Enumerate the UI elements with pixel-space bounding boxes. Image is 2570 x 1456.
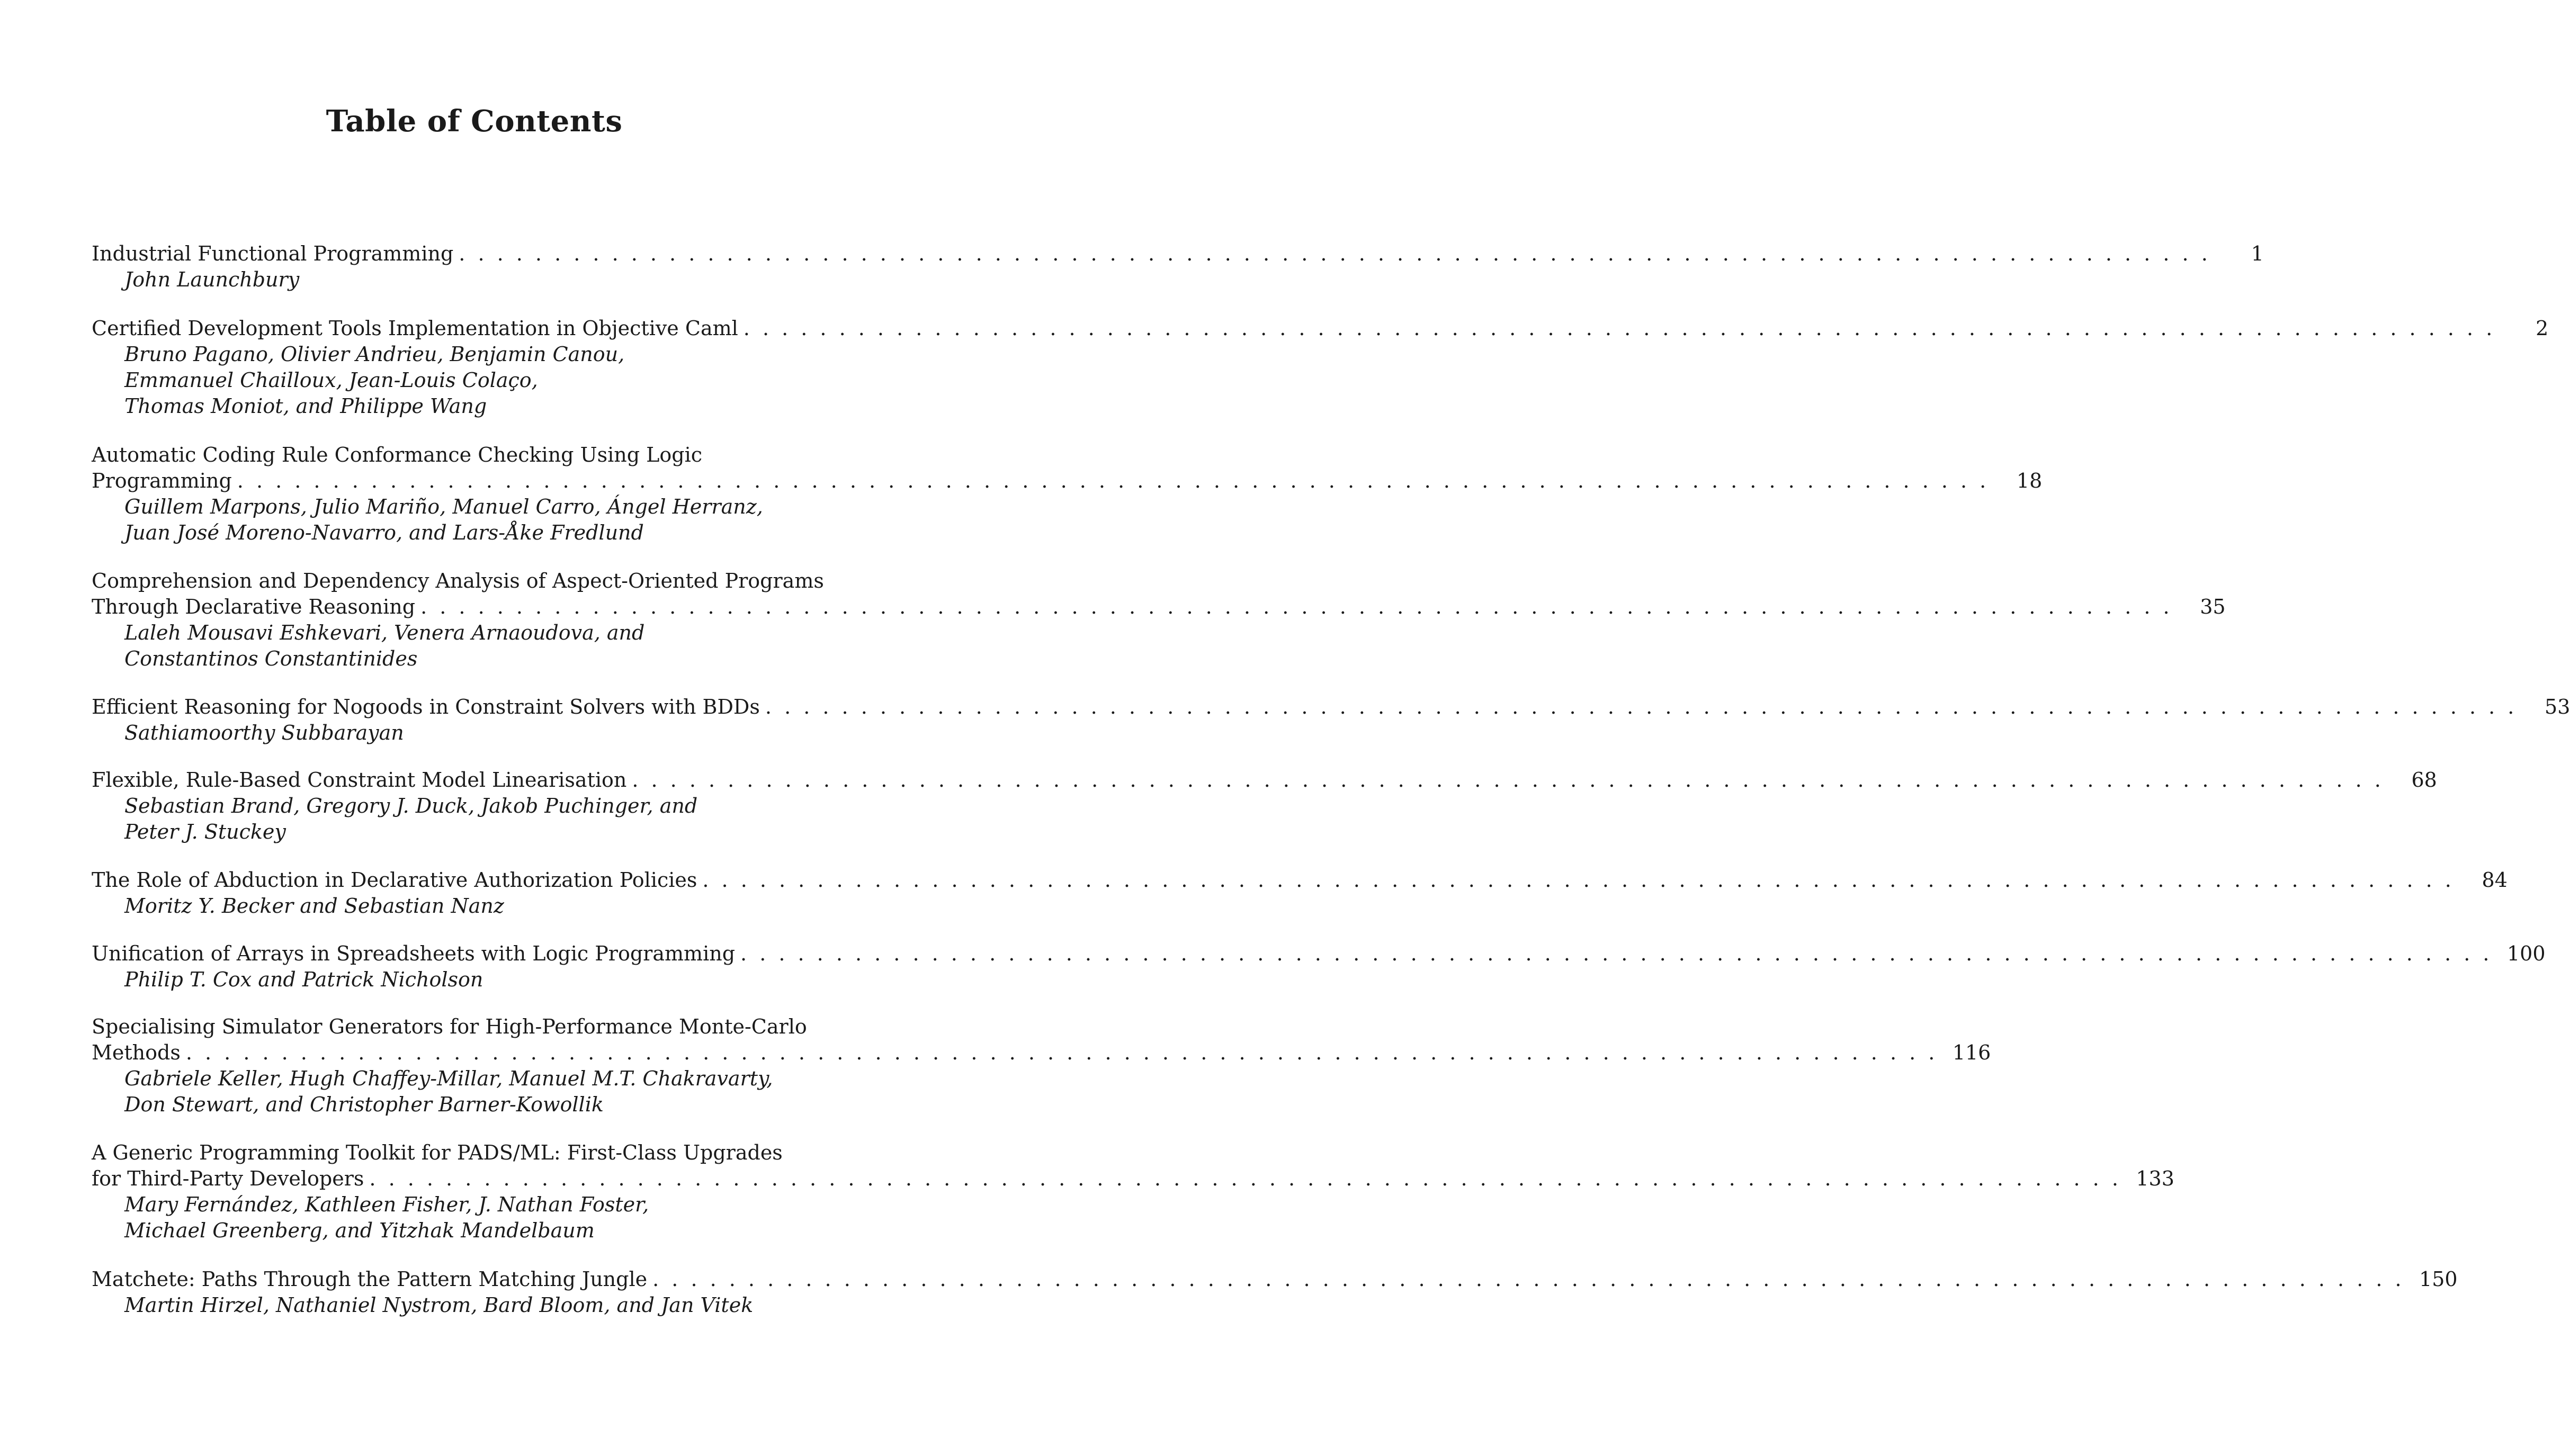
entry-title-line xyxy=(92,1166,2174,1192)
entry-title-line xyxy=(92,941,2546,967)
entry-title: Programming xyxy=(92,469,232,492)
entry-title-line xyxy=(92,1014,854,1040)
entry-title-line xyxy=(92,767,2437,793)
entry-title-line xyxy=(92,1140,854,1166)
entry-page-number: 133 xyxy=(2136,1167,2174,1190)
entry-title: Comprehension and Dependency Analysis of Aspect-Oriented Programs xyxy=(92,569,824,592)
toc-entry[interactable] xyxy=(92,941,2546,993)
dot-leader: . . . . . . . . . . . . . . . . . . . . . . . . . . . . . . . . . . . . . . . . . . . . . . . . . . . . . . . . . . . . . . . . . . . . . . . . . . . . . . . . . . . . . . . . . . . . xyxy=(237,469,1990,492)
entry-title: Industrial Functional Programming xyxy=(92,242,454,265)
entry-title-line xyxy=(92,442,854,468)
author-line: Martin Hirzel, Nathaniel Nystrom, Bard Bloom, and Jan Vitek xyxy=(124,1293,754,1317)
entry-page-number: 68 xyxy=(2411,768,2437,792)
entry-title: Automatic Coding Rule Conformance Checking Using Logic xyxy=(92,443,703,466)
dot-leader: . . . . . . . . . . . . . . . . . . . . . . . . . . . . . . . . . . . . . . . . . . . . . . . . . . . . . . . . . . . . . . . . . . . . . . . . . . . . . . . . . . . . . . . . . . . . xyxy=(652,1268,2405,1291)
entry-title: Specialising Simulator Generators for High-Performance Monte-Carlo xyxy=(92,1015,807,1038)
entry-authors xyxy=(92,267,854,293)
entry-title: Efficient Reasoning for Nogoods in Constraint Solvers with BDDs xyxy=(92,695,760,718)
dot-leader: . . . . . . . . . . . . . . . . . . . . . . . . . . . . . . . . . . . . . . . . . . . . . . . . . . . . . . . . . . . . . . . . . . . . . . . . . . . . . . . . . . . . . . . . . . . . xyxy=(743,317,2496,340)
entry-page-number: 2 xyxy=(2536,317,2549,340)
dot-leader: . . . . . . . . . . . . . . . . . . . . . . . . . . . . . . . . . . . . . . . . . . . . . . . . . . . . . . . . . . . . . . . . . . . . . . . . . . . . . . . . . . . . . . . . . . . . xyxy=(740,942,2493,965)
toc-entry[interactable] xyxy=(92,1266,2458,1318)
entry-page-number: 1 xyxy=(2251,242,2264,265)
entry-authors xyxy=(92,967,854,993)
entry-title: A Generic Programming Toolkit for PADS/ML: First-Class Upgrades xyxy=(92,1141,783,1164)
entry-title-line xyxy=(92,468,2043,494)
entry-page-number: 150 xyxy=(2419,1268,2458,1291)
author-line: Sathiamoorthy Subbarayan xyxy=(124,721,404,744)
entry-authors xyxy=(92,1066,854,1118)
dot-leader: . . . . . . . . . . . . . . . . . . . . . . . . . . . . . . . . . . . . . . . . . . . . . . . . . . . . . . . . . . . . . . . . . . . . . . . . . . . . . . . . . . . . . . . . . . . . xyxy=(632,768,2384,792)
entry-authors xyxy=(92,1192,854,1244)
entry-title-line xyxy=(92,1040,1991,1066)
entry-title-line xyxy=(92,316,2549,341)
author-line: Philip T. Cox and Patrick Nicholson xyxy=(124,968,483,991)
author-line: Peter J. Stuckey xyxy=(124,820,286,843)
author-line: Don Stewart, and Christopher Barner-Kowollik xyxy=(124,1093,604,1116)
toc-entry[interactable] xyxy=(92,316,2549,419)
entry-title-line xyxy=(92,594,2226,620)
entry-page-number: 116 xyxy=(1952,1041,1991,1064)
toc-entry[interactable] xyxy=(92,568,2226,672)
entry-title: Through Declarative Reasoning xyxy=(92,595,416,618)
entry-page-number: 35 xyxy=(2200,595,2226,618)
entry-authors xyxy=(92,341,854,419)
toc-entry[interactable] xyxy=(92,867,2508,919)
author-line: Thomas Moniot, and Philippe Wang xyxy=(124,394,487,418)
dot-leader: . . . . . . . . . . . . . . . . . . . . . . . . . . . . . . . . . . . . . . . . . . . . . . . . . . . . . . . . . . . . . . . . . . . . . . . . . . . . . . . . . . . . . . . . . . . . xyxy=(185,1041,1938,1064)
entry-title: for Third-Party Developers xyxy=(92,1167,364,1190)
entry-page-number: 84 xyxy=(2482,868,2508,892)
toc-entry[interactable] xyxy=(92,1140,2174,1244)
author-line: Sebastian Brand, Gregory J. Duck, Jakob Puchinger, and xyxy=(124,794,698,817)
entry-page-number: 53 xyxy=(2545,695,2570,718)
entry-authors xyxy=(92,720,854,746)
dot-leader: . . . . . . . . . . . . . . . . . . . . . . . . . . . . . . . . . . . . . . . . . . . . . . . . . . . . . . . . . . . . . . . . . . . . . . . . . . . . . . . . . . . . . . . . . . . . xyxy=(369,1167,2121,1190)
author-line: Emmanuel Chailloux, Jean-Louis Colaço, xyxy=(124,369,538,392)
entry-title-line xyxy=(92,867,2508,893)
dot-leader: . . . . . . . . . . . . . . . . . . . . . . . . . . . . . . . . . . . . . . . . . . . . . . . . . . . . . . . . . . . . . . . . . . . . . . . . . . . . . . . . . . . . . . . . . . . . xyxy=(459,242,2211,265)
page-title: Table of Contents xyxy=(326,104,623,139)
author-line: Gabriele Keller, Hugh Chaffey-Millar, Manuel M.T. Chakravarty, xyxy=(124,1067,773,1090)
entry-title: Unification of Arrays in Spreadsheets with Logic Programming xyxy=(92,942,736,965)
entry-title: The Role of Abduction in Declarative Authorization Policies xyxy=(92,868,697,892)
entry-title: Matchete: Paths Through the Pattern Matching Jungle xyxy=(92,1268,648,1291)
entry-title-line xyxy=(92,694,2570,720)
entry-authors xyxy=(92,620,854,672)
dot-leader: . . . . . . . . . . . . . . . . . . . . . . . . . . . . . . . . . . . . . . . . . . . . . . . . . . . . . . . . . . . . . . . . . . . . . . . . . . . . . . . . . . . . . . . . . . . . xyxy=(420,595,2173,618)
author-line: Laleh Mousavi Eshkevari, Venera Arnaoudova, and xyxy=(124,621,645,644)
author-line: Bruno Pagano, Olivier Andrieu, Benjamin Canou, xyxy=(124,343,625,366)
toc-entry[interactable] xyxy=(92,241,2264,293)
author-line: Michael Greenberg, and Yitzhak Mandelbaum xyxy=(124,1219,595,1242)
entry-authors xyxy=(92,494,854,546)
toc-entry[interactable] xyxy=(92,442,2043,546)
toc-entry[interactable] xyxy=(92,767,2437,845)
toc-entry[interactable] xyxy=(92,694,2570,746)
author-line: John Launchbury xyxy=(124,268,300,291)
author-line: Juan José Moreno-Navarro, and Lars-Åke Fredlund xyxy=(124,521,644,544)
entry-authors xyxy=(92,893,854,919)
entry-page-number: 100 xyxy=(2506,942,2546,965)
entry-title: Methods xyxy=(92,1041,181,1064)
entry-authors xyxy=(92,793,854,845)
entry-title: Certified Development Tools Implementation in Objective Caml xyxy=(92,317,738,340)
author-line: Guillem Marpons, Julio Mariño, Manuel Carro, Ángel Herranz, xyxy=(124,495,763,518)
toc-entry[interactable] xyxy=(92,1014,1991,1118)
entry-authors xyxy=(92,1292,854,1318)
entry-title-line xyxy=(92,568,854,594)
entry-page-number: 18 xyxy=(2016,469,2043,492)
entry-title: Flexible, Rule-Based Constraint Model Linearisation xyxy=(92,768,627,792)
author-line: Mary Fernández, Kathleen Fisher, J. Nathan Foster, xyxy=(124,1193,649,1216)
dot-leader: . . . . . . . . . . . . . . . . . . . . . . . . . . . . . . . . . . . . . . . . . . . . . . . . . . . . . . . . . . . . . . . . . . . . . . . . . . . . . . . . . . . . . . . . . . . . xyxy=(702,868,2455,892)
entry-title-line xyxy=(92,1266,2458,1292)
author-line: Constantinos Constantinides xyxy=(124,647,418,670)
dot-leader: . . . . . . . . . . . . . . . . . . . . . . . . . . . . . . . . . . . . . . . . . . . . . . . . . . . . . . . . . . . . . . . . . . . . . . . . . . . . . . . . . . . . . . . . . . . . xyxy=(765,695,2518,718)
author-line: Moritz Y. Becker and Sebastian Nanz xyxy=(124,894,504,918)
entry-title-line xyxy=(92,241,2264,267)
